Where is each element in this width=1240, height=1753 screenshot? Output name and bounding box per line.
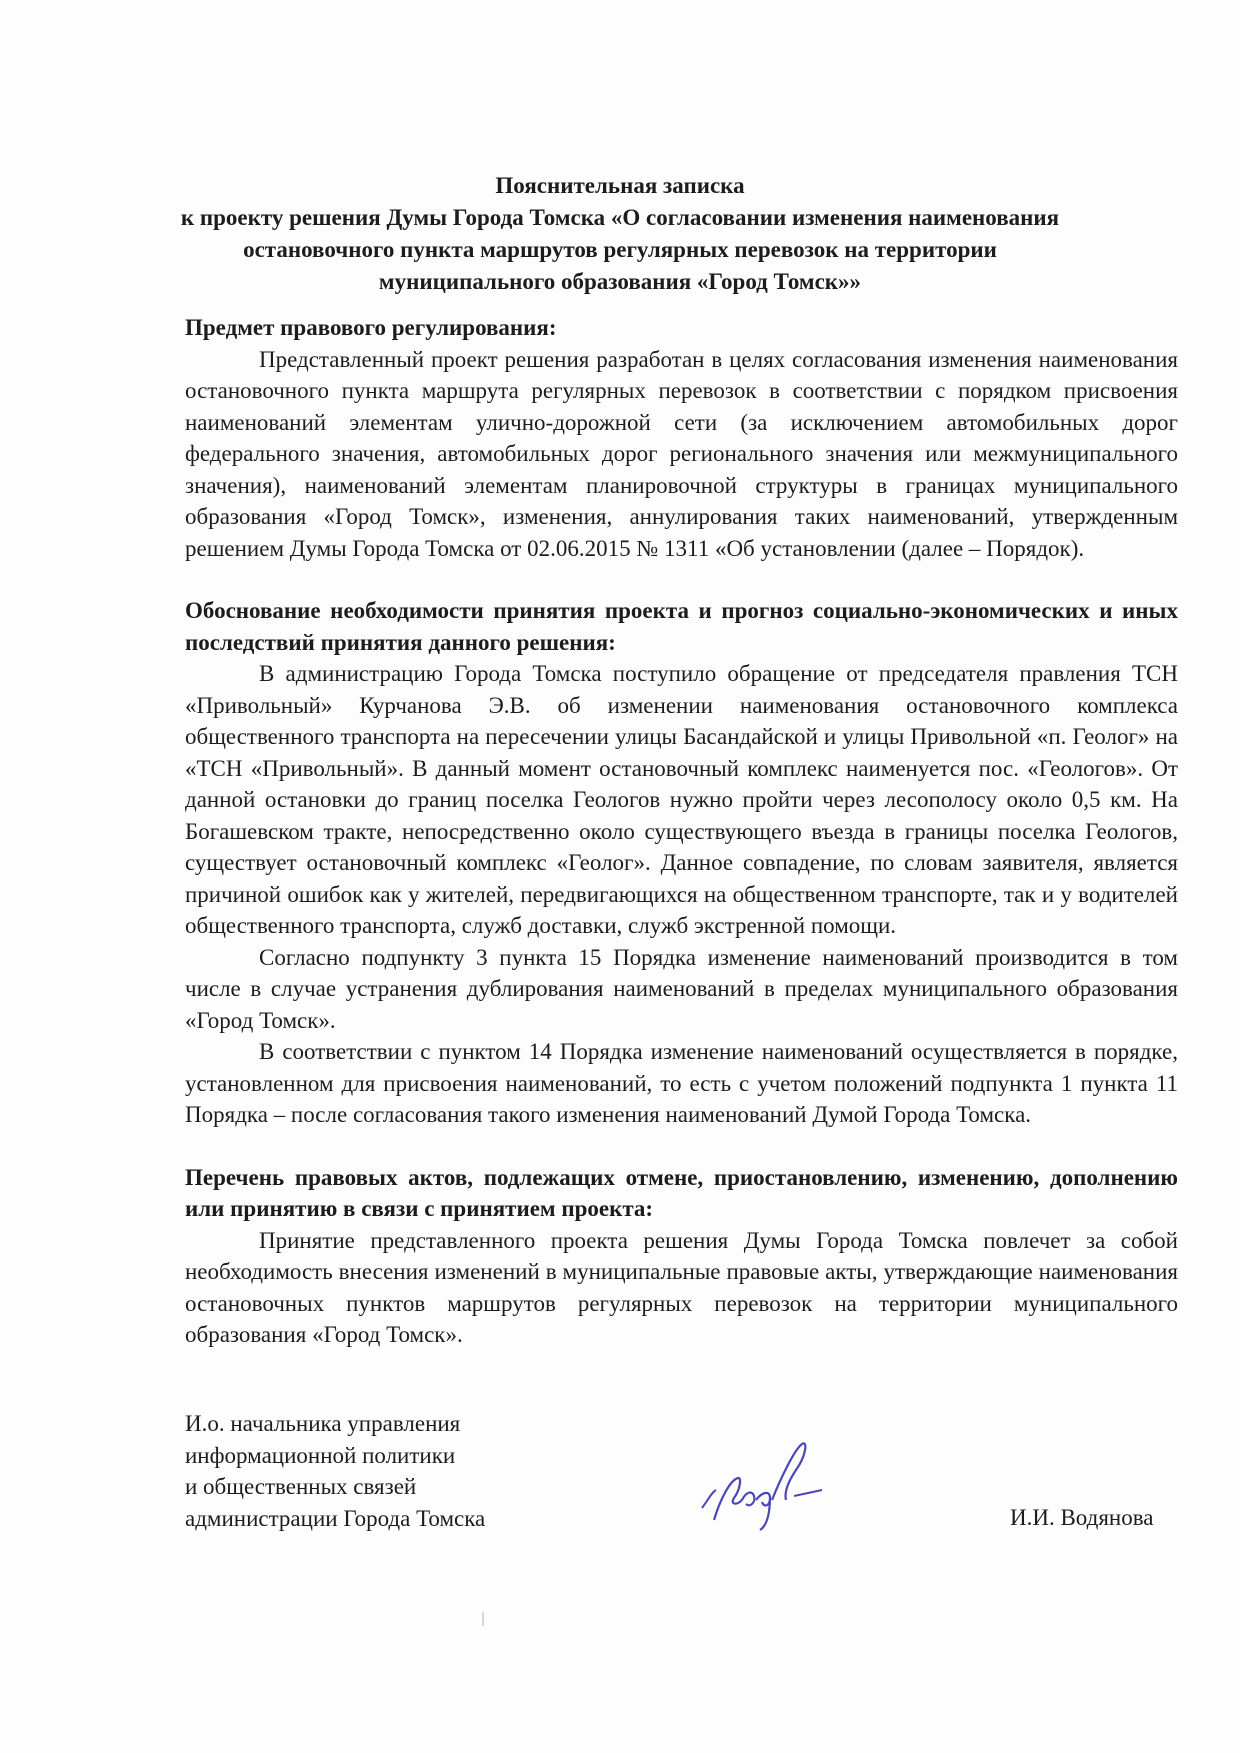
signatory-line-3: и общественных связей <box>185 1474 417 1499</box>
signer-name: И.И. Водянова <box>1010 1505 1154 1530</box>
paragraph-justification-2: Согласно подпункту 3 пункта 15 Порядка изменение наименований производится в том числе в случае устранения дублирования наименований в пределах муниципального образования «Город Томск». <box>185 944 1178 1033</box>
signatory-line-4: администрации Города Томска <box>185 1505 486 1531</box>
handwritten-signature <box>690 1430 850 1540</box>
paragraph-legal-acts: Принятие представленного проекта решения Думы Города Томска повлечет за собой необходимость внесения изменений в муниципальные правовые акты, утверждающие наименования остановочных пунктов маршрутов регулярных перевозок на территории муниципального образования «Город Томск». <box>185 1227 1178 1347</box>
signatory-line-2: информационной политики <box>185 1442 456 1468</box>
signatory-line-1: И.о. начальника управления <box>185 1411 461 1436</box>
section-heading-subject: Предмет правового регулирования: <box>185 315 557 340</box>
title-line-3: остановочного пункта маршрутов регулярных перевозок на территории <box>243 237 997 262</box>
document-title <box>180 170 1060 298</box>
section-heading-legal-acts: Перечень правовых актов, подлежащих отмене, приостановлению, изменению, дополнению или принятию в связи с принятием проекта: <box>185 1164 1178 1221</box>
document-body <box>185 312 1178 1351</box>
paragraph-justification-1: В администрацию Города Томска поступило обращение от председателя правления ТСН «Привольный» Курчанова Э.В. об изменении наименования остановочного комплекса общественного транспорта на пересечении улицы Басандайской и улицы Привольной «п. Геолог» на «ТСН «Привольный». В данный момент остановочный комплекс наименуется пос. «Геологов». От данной остановки до границ поселка Геологов нужно пройти через лесополосу около 0,5 км. На Богашевском тракте, непосредственно около существующего въезда в границы поселка Геологов, существует остановочный комплекс «Геолог». Данное совпадение, по словам заявителя, является причиной ошибок как у жителей, передвигающихся на общественном транспорте, так и у водителей общественного транспорта, служб доставки, служб экстренной помощи. <box>185 661 1178 938</box>
title-line-1: Пояснительная записка <box>495 173 745 198</box>
signatory-position <box>185 1408 485 1534</box>
paragraph-justification-3: В соответствии с пунктом 14 Порядка изменение наименований осуществляется в порядке, установленном для присвоения наименований, то есть с учетом положений подпункта 1 пункта 11 Порядка – после согласования такого изменения наименований Думой Города Томска. <box>185 1039 1178 1127</box>
title-line-4: муниципального образования «Город Томск»» <box>378 269 862 294</box>
title-line-2: к проекту решения Думы Города Томска «О согласовании изменения наименования <box>180 205 1060 230</box>
paragraph-subject: Представленный проект решения разработан в целях согласования изменения наименования остановочного пункта маршрута регулярных перевозок в соответствии с порядком присвоения наименований элементам улично-дорожной сети (за исключением автомобильных дорог федерального значения, автомобильных дорог регионального значения или межмуниципального значения), наименований элементам планировочной структуры в границах муниципального образования «Город Томск», изменения, аннулирования таких наименований, утвержденным решением Думы Города Томска от 02.06.2015 № 1311 «Об установлении (далее – Порядок). <box>185 346 1178 561</box>
scan-artifact <box>482 1612 484 1626</box>
section-heading-justification: Обоснование необходимости принятия проекта и прогноз социально-экономических и иных последствий принятия данного решения: <box>185 598 1178 655</box>
